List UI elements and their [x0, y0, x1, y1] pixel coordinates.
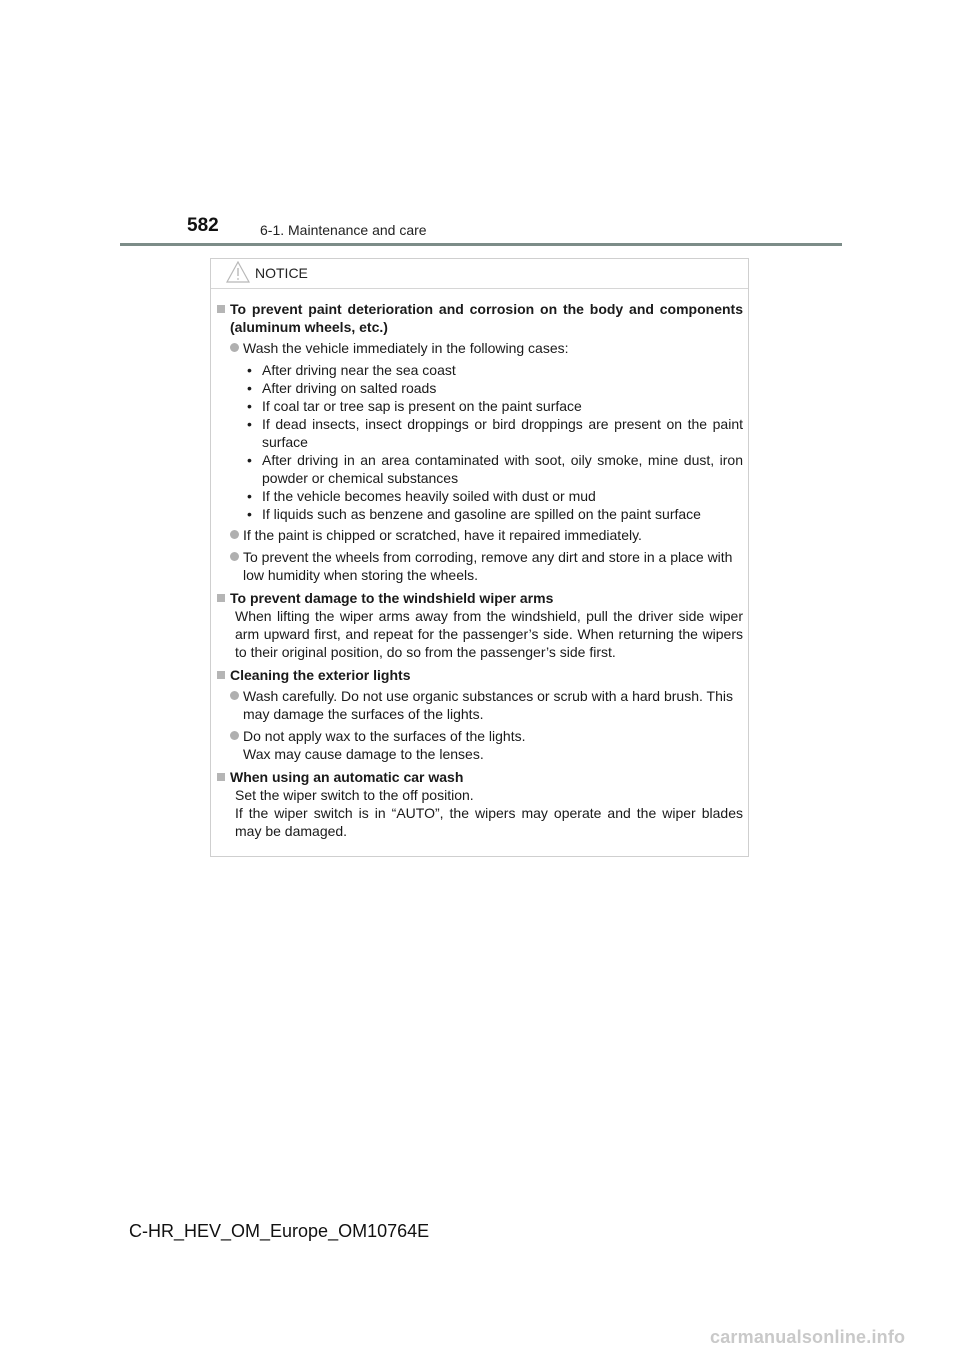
circle-bullet-icon — [230, 552, 239, 561]
circle-bullet-icon — [230, 691, 239, 700]
circle-bullet-icon — [230, 343, 239, 352]
section-heading: To prevent damage to the windshield wiper arms — [217, 589, 743, 607]
notice-section — [217, 300, 743, 584]
header-divider — [120, 243, 842, 246]
section-text: Set the wiper switch to the off position. — [235, 787, 474, 803]
section-title: 6-1. Maintenance and care — [260, 222, 427, 238]
notice-section — [217, 666, 743, 763]
case-item: • After driving on salted roads — [256, 379, 743, 397]
manual-code: C-HR_HEV_OM_Europe_OM10764E — [129, 1221, 430, 1241]
notice-section — [217, 589, 743, 661]
case-item: • After driving in an area contaminated with soot, oily smoke, mine dust, iron powder or chemical substances — [256, 451, 743, 487]
square-bullet-icon — [217, 594, 225, 602]
square-bullet-icon — [217, 305, 225, 313]
warning-triangle-icon — [226, 261, 250, 283]
circle-bullet-icon — [230, 731, 239, 740]
notice-header — [211, 259, 748, 289]
notice-section — [217, 768, 743, 840]
section-text: When lifting the wiper arms away from the windshield, pull the driver side wiper arm upward first, and repeat for the passenger’s side. When returning the wipers to their original position, do so from the passenger’s side first. — [235, 608, 743, 660]
notice-body — [211, 289, 748, 840]
section-text: If the wiper switch is in “AUTO”, the wipers may operate and the wiper blades may be damaged. — [235, 805, 743, 839]
section-heading: When using an automatic car wash — [217, 768, 743, 786]
list-item: If the paint is chipped or scratched, have it repaired immediately. — [217, 526, 743, 544]
list-item: Wash the vehicle immediately in the following cases: — [217, 339, 743, 357]
case-item: • After driving near the sea coast — [256, 361, 743, 379]
section-heading: Cleaning the exterior lights — [217, 666, 743, 684]
page-number: 582 — [187, 215, 219, 236]
case-item: • If liquids such as benzene and gasoline are spilled on the paint surface — [256, 505, 743, 523]
case-item: • If coal tar or tree sap is present on the paint surface — [256, 397, 743, 415]
notice-box — [210, 258, 749, 857]
list-item: Do not apply wax to the surfaces of the lights. Wax may cause damage to the lenses. — [217, 727, 743, 763]
square-bullet-icon — [217, 773, 225, 781]
section-heading: To prevent paint deterioration and corrosion on the body and components (aluminum wheels, etc.) — [217, 300, 743, 336]
watermark: carmanualsonline.info — [710, 1327, 906, 1347]
list-item: To prevent the wheels from corroding, remove any dirt and store in a place with low humidity when storing the wheels. — [217, 548, 743, 584]
notice-title: NOTICE — [255, 265, 308, 281]
case-item: • If the vehicle becomes heavily soiled with dust or mud — [256, 487, 743, 505]
list-item: Wash carefully. Do not use organic substances or scrub with a hard brush. This may damage the surfaces of the lights. — [217, 687, 743, 723]
case-list — [217, 361, 743, 523]
case-item: • If dead insects, insect droppings or bird droppings are present on the paint surface — [256, 415, 743, 451]
circle-bullet-icon — [230, 530, 239, 539]
square-bullet-icon — [217, 671, 225, 679]
